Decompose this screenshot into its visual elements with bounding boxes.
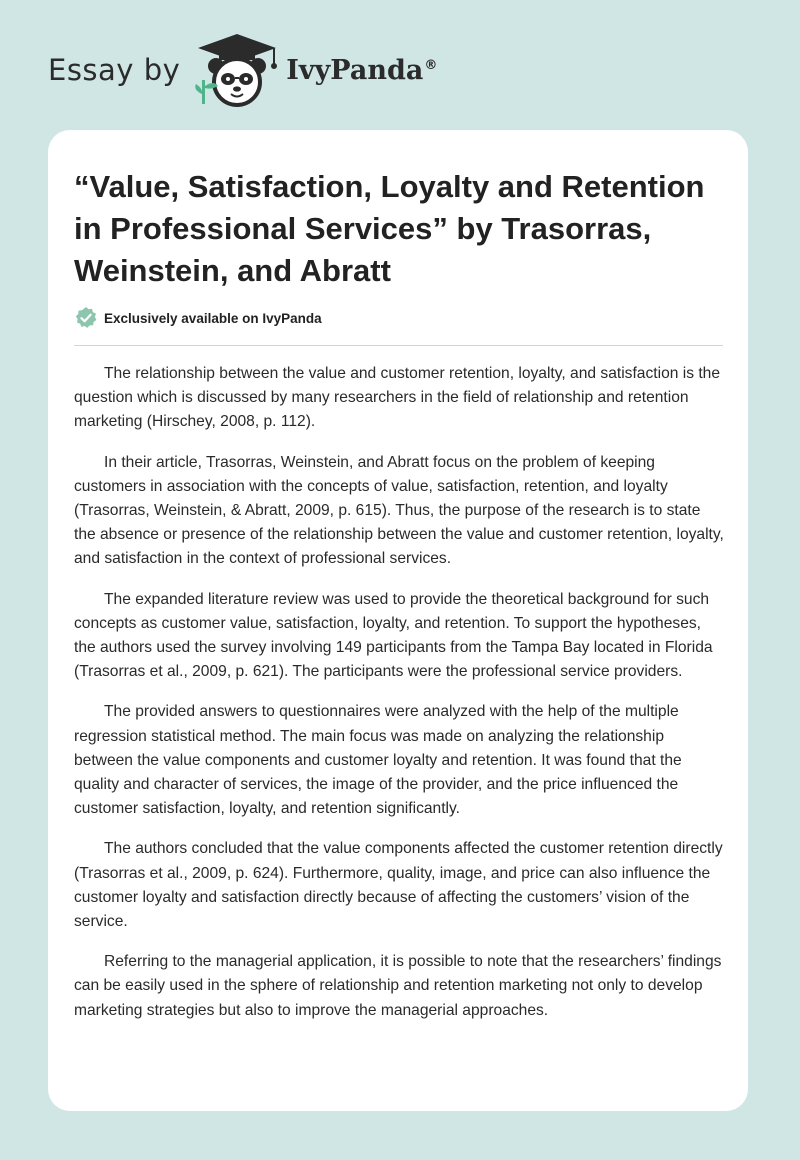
essay-by-label: Essay by — [48, 53, 181, 87]
essay-title: “Value, Satisfaction, Loyalty and Retention in Professional Services” by Trasorras, Weinstein, and Abratt — [74, 169, 705, 288]
exclusive-badge-label: Exclusively available on IvyPanda — [104, 310, 322, 326]
paragraph: In their article, Trasorras, Weinstein, and Abratt focus on the problem of keeping customers in association with the concepts of value, satisfaction, retention, and loyalty (Trasorras, Weinstein, & Abratt, 2009, p. 615). Thus, the purpose of the research is to state the absence or presence of the relationship between the value and customer retention, loyalty, and satisfaction in the context of professional services. — [74, 453, 724, 568]
registered-mark: ® — [424, 57, 438, 73]
essay-body — [74, 362, 726, 1039]
exclusive-badge — [74, 306, 322, 330]
paragraph: The expanded literature review was used to provide the theoretical background for such concepts as customer value, satisfaction, loyalty, and retention. To support the hypotheses, the authors used the survey involving 149 participants from the Tampa Bay located in Florida (Trasorras et al., 2009, p. 621). The participants were the professional service providers. — [74, 590, 713, 681]
paragraph: Referring to the managerial application, it is possible to note that the researchers’ findings can be easily used in the sphere of relationship and retention marketing not only to develop marketing strategies but also to improve the managerial approaches. — [74, 953, 722, 1019]
check-circle-icon — [74, 306, 98, 330]
panda-graduate-icon — [194, 30, 280, 110]
paragraph: The provided answers to questionnaires were analyzed with the help of the multiple regression statistical method. The main focus was made on analyzing the relationship between the value components and customer loyalty and retention. It was found that the quality and character of services, the image of the provider, and the price influenced the customer satisfaction, loyalty, and retention significantly. — [74, 703, 682, 818]
paragraph: The relationship between the value and customer retention, loyalty, and satisfaction is the question which is discussed by many researchers in the field of relationship and retention marketing (Hirschey, 2008, p. 112). — [74, 365, 721, 431]
brand-name: IvyPanda® — [286, 54, 438, 86]
divider — [74, 345, 723, 346]
site-header — [48, 30, 437, 110]
essay-card — [48, 130, 748, 1111]
paragraph: The authors concluded that the value components affected the customer retention directly (Trasorras et al., 2009, p. 624). Furthermore, quality, image, and price can also influence the customer loyalty and satisfaction directly because of affecting the customers’ vision of the service. — [74, 840, 723, 931]
